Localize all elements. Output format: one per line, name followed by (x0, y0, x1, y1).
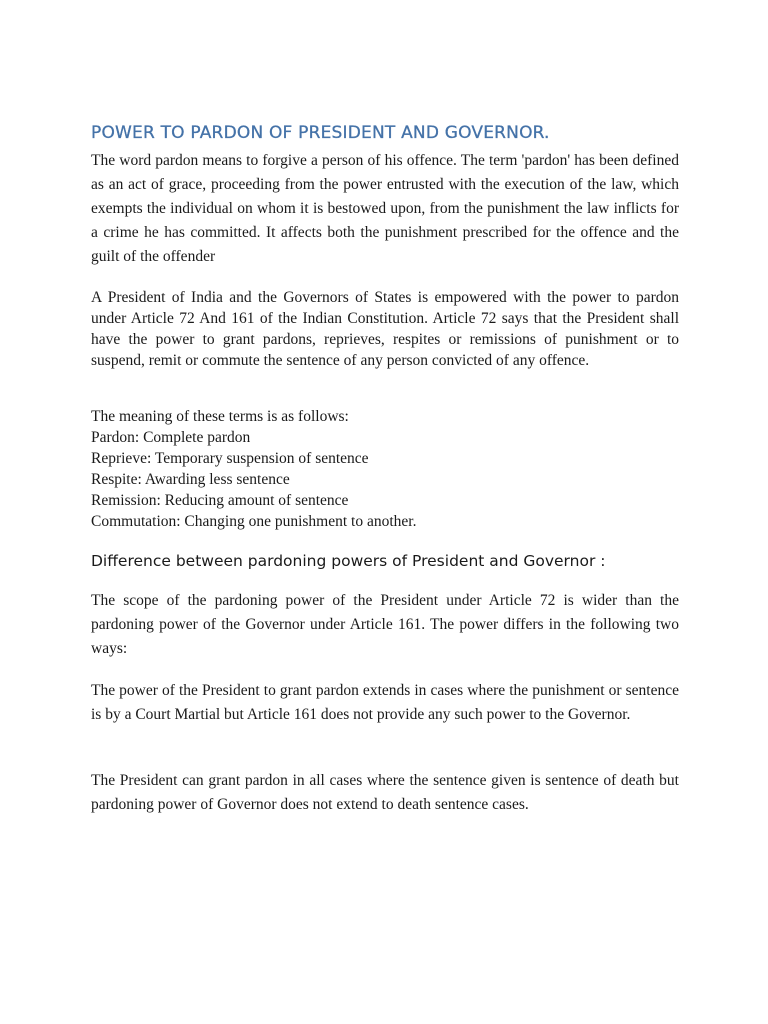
terms-list (91, 406, 679, 532)
paragraph-court-martial: The power of the President to grant pardon extends in cases where the punishment or sentence is by a Court Martial but Article 161 does not provide any such power to the Governor. (91, 682, 679, 723)
term-remission: Remission: Reducing amount of sentence (91, 492, 349, 509)
term-reprieve: Reprieve: Temporary suspension of sentence (91, 450, 369, 467)
paragraph-constitutional-power: A President of India and the Governors of States is empowered with the power to pardon under Article 72 And 161 of the Indian Constitution. Article 72 says that the President shall have the power to grant pardons, reprieves, respites or remissions of punishment or to suspend, remit or commute the sentence of any person convicted of any offence. (91, 289, 679, 369)
paragraph-scope-difference: The scope of the pardoning power of the President under Article 72 is wider than the pardoning power of the Governor under Article 161. The power differs in the following two ways: (91, 592, 679, 657)
paragraph-pardon-definition: The word pardon means to forgive a person of his offence. The term 'pardon' has been defined as an act of grace, proceeding from the power entrusted with the execution of the law, which exempts the individual on whom it is bestowed upon, from the punishment the law inflicts for a crime he has committed. It affects both the punishment prescribed for the offence and the guilt of the offender (91, 152, 679, 265)
document-page (91, 0, 679, 1024)
term-respite: Respite: Awarding less sentence (91, 471, 290, 488)
paragraph-death-sentence: The President can grant pardon in all cases where the sentence given is sentence of death but pardoning power of Governor does not extend to death sentence cases. (91, 772, 679, 813)
section-subheading: Difference between pardoning powers of President and Governor : (91, 552, 606, 570)
terms-intro: The meaning of these terms is as follows: (91, 408, 349, 425)
term-pardon: Pardon: Complete pardon (91, 429, 251, 446)
term-commutation: Commutation: Changing one punishment to another. (91, 513, 417, 530)
document-title: POWER TO PARDON OF PRESIDENT AND GOVERNOR. (91, 123, 550, 143)
